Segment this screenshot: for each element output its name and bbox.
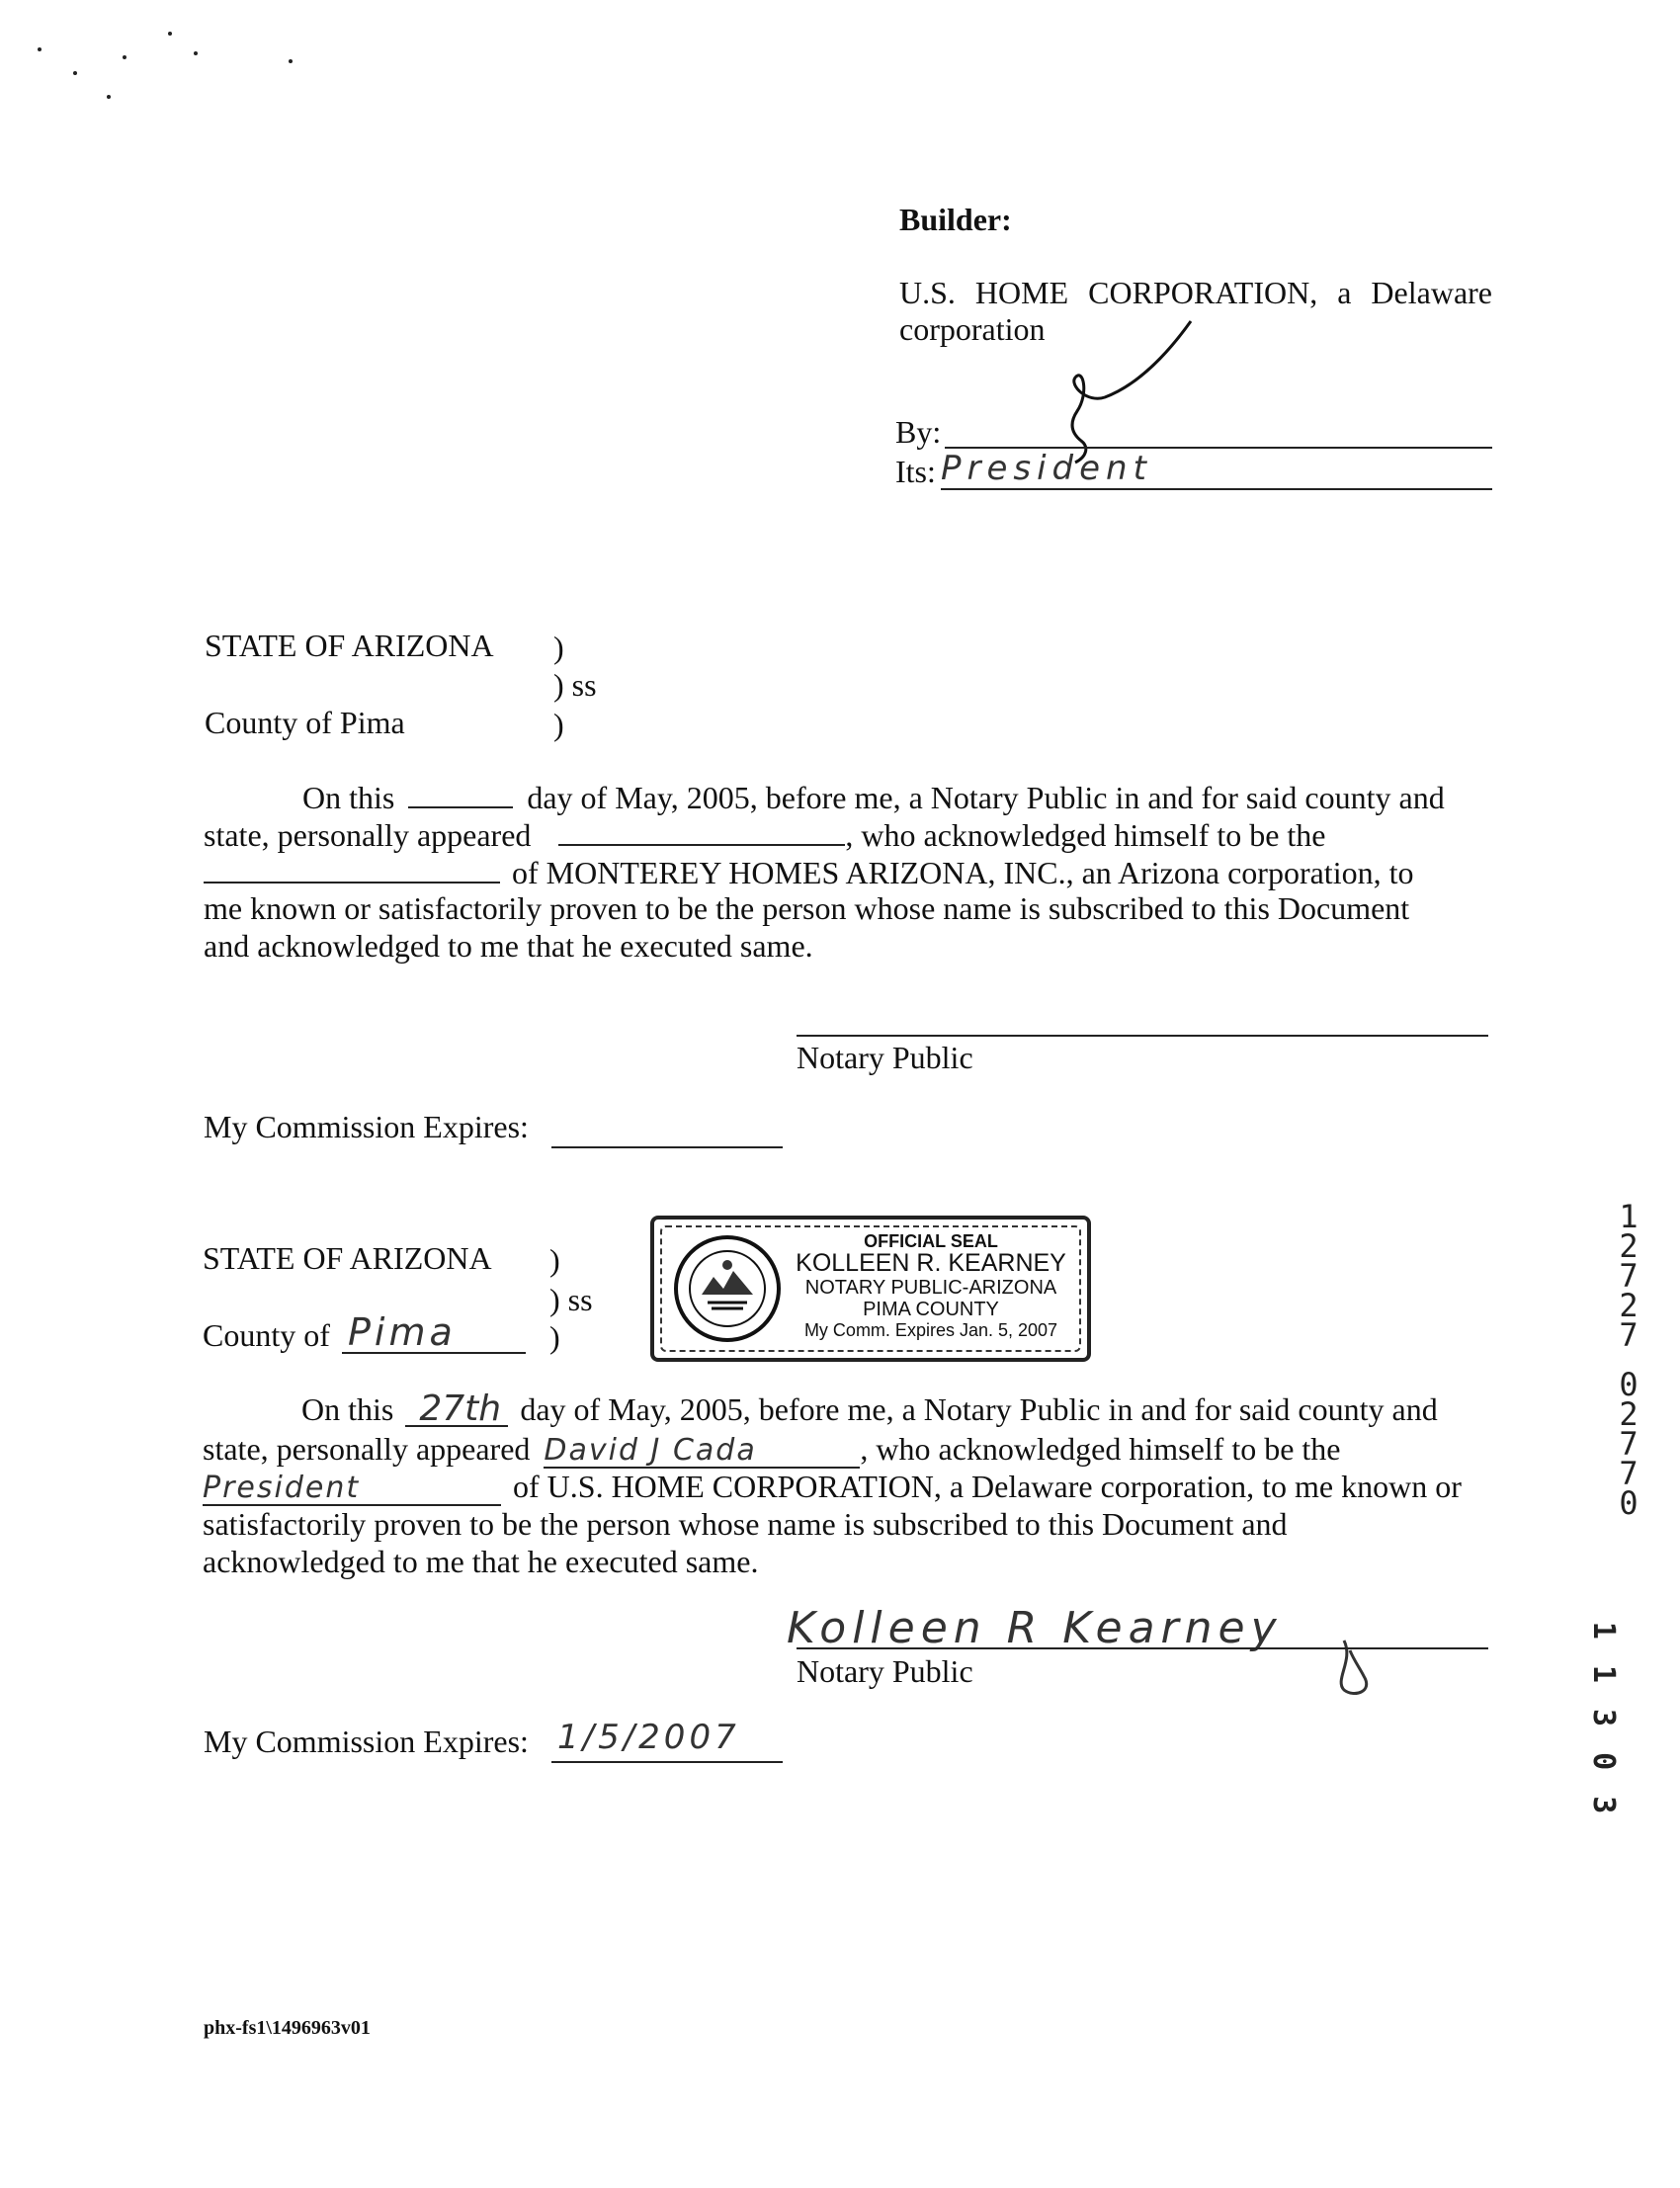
ack2-paren1: )	[549, 1242, 560, 1278]
seal-line1: OFFICIAL SEAL	[864, 1231, 998, 1251]
ack1-line4: me known or satisfactorily proven to be the person whose name is subscribed to this Document	[204, 890, 1410, 926]
ack2-notary-signature: Kolleen R Kearney	[787, 1603, 1283, 1653]
side-stamp-top: 1 2 7 2 7 0 2 7 7 0	[1619, 1198, 1638, 1522]
ack2-paren3: )	[549, 1319, 560, 1355]
builder-by-label: By:	[895, 414, 942, 450]
builder-its-label: Its:	[895, 454, 936, 489]
ack1-line3: of MONTEREY HOMES ARIZONA, INC., an Arizona corporation, to	[512, 855, 1414, 890]
builder-company-line2: corporation	[899, 311, 1046, 347]
scan-speck	[107, 95, 111, 99]
notary-seal	[650, 1216, 1091, 1362]
ack2-notary-label: Notary Public	[797, 1653, 973, 1689]
ack1-title-blank	[204, 852, 500, 884]
seal-line5: My Comm. Expires Jan. 5, 2007	[803, 1320, 1058, 1340]
ack2-line1-a: On this	[301, 1391, 394, 1427]
arizona-seal-icon	[672, 1233, 783, 1344]
builder-its-handwritten: President	[941, 449, 1152, 488]
ack2-county-handwritten: Pima	[348, 1310, 457, 1354]
ack1-notary-line	[797, 1035, 1488, 1037]
ack1-line2-a: state, personally appeared	[204, 817, 532, 853]
side-stamp-bottom: 1 1 3 0 3	[1586, 1621, 1621, 1818]
builder-its-line	[941, 488, 1492, 490]
ack1-appeared-blank	[558, 814, 845, 846]
scan-speck	[194, 51, 198, 55]
ack1-paragraph	[204, 777, 1488, 974]
ack2-day-handwritten: 27th	[405, 1393, 508, 1427]
builder-company-line1: U.S. HOME CORPORATION, a Delaware	[899, 275, 1492, 310]
ack1-line1-b: day of May, 2005, before me, a Notary Public in and for said county and	[527, 780, 1445, 815]
scan-speck	[123, 55, 126, 59]
ack2-commission-line	[551, 1761, 783, 1763]
ack2-commission-handwritten: 1/5/2007	[557, 1718, 740, 1757]
ack2-state: STATE OF ARIZONA	[203, 1240, 492, 1276]
ack1-state: STATE OF ARIZONA	[205, 628, 494, 663]
ack1-ss: ) ss	[553, 667, 597, 703]
ack2-line2-b: , who acknowledged himself to be the	[860, 1431, 1341, 1467]
ack2-ss: ) ss	[549, 1282, 593, 1317]
ack1-notary-label: Notary Public	[797, 1040, 973, 1075]
builder-heading: Builder:	[899, 202, 1012, 237]
scan-speck	[73, 71, 77, 75]
ack2-notary-line	[797, 1647, 1488, 1649]
scan-speck	[168, 32, 172, 36]
scan-speck	[289, 59, 293, 63]
ack1-commission-label: My Commission Expires:	[204, 1109, 529, 1144]
ack2-line4: satisfactorily proven to be the person whose name is subscribed to this Document and	[203, 1506, 1288, 1542]
ack2-paragraph	[203, 1390, 1487, 1588]
ack1-commission-line	[551, 1146, 783, 1148]
ack2-appeared-handwritten: David J Cada	[544, 1435, 860, 1469]
footer-document-code: phx-fs1\1496963v01	[204, 2017, 371, 2039]
ack2-line2-a: state, personally appeared	[203, 1431, 531, 1467]
ack1-county: County of Pima	[205, 705, 405, 740]
ack2-commission-label: My Commission Expires:	[204, 1724, 529, 1759]
ack2-title-handwritten: President	[203, 1473, 501, 1506]
ack2-county-line	[342, 1352, 526, 1354]
seal-line3: NOTARY PUBLIC-ARIZONA	[804, 1277, 1057, 1299]
ack1-paren3: )	[553, 707, 564, 742]
ack1-line5: and acknowledged to me that he executed same.	[204, 928, 813, 964]
seal-line2: KOLLEEN R. KEARNEY	[796, 1249, 1066, 1277]
ack2-line1-b: day of May, 2005, before me, a Notary Public in and for said county and	[520, 1391, 1438, 1427]
ack2-line5: acknowledged to me that he executed same.	[203, 1544, 759, 1579]
ack1-line1-a: On this	[302, 780, 395, 815]
ack2-county-label: County of	[203, 1317, 330, 1353]
ack1-paren1: )	[553, 630, 564, 665]
seal-line4: PIMA COUNTY	[863, 1299, 999, 1320]
ack2-line3: of U.S. HOME CORPORATION, a Delaware corporation, to me known or	[513, 1469, 1462, 1504]
ack1-day-blank	[408, 777, 513, 808]
ack1-line2-b: , who acknowledged himself to be the	[845, 817, 1326, 853]
scan-speck	[38, 47, 42, 51]
notary-signature-tail	[1324, 1621, 1403, 1700]
